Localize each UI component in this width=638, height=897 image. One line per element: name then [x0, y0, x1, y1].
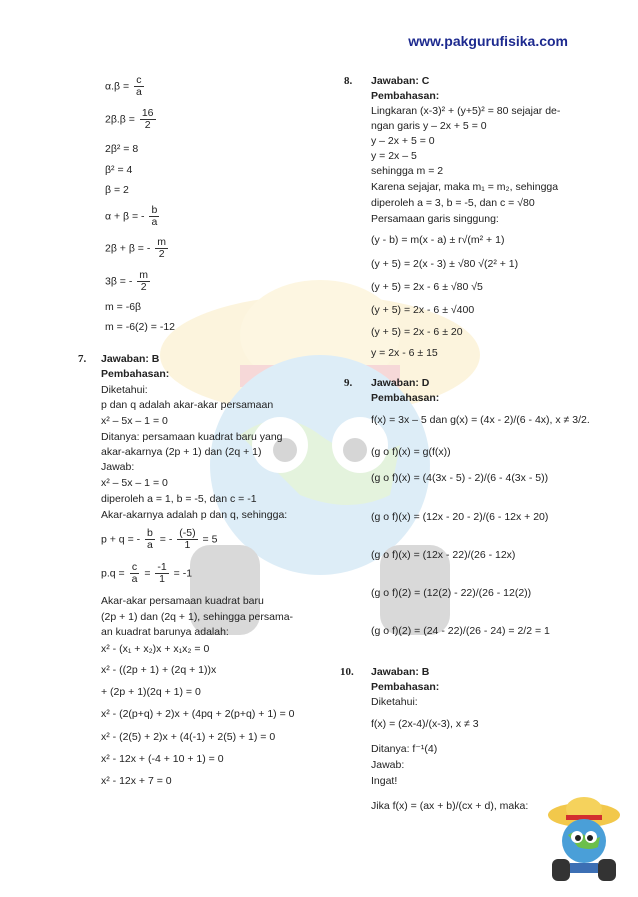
text-line: an kuadrat barunya adalah: — [101, 626, 229, 638]
text-line: Jawab: — [101, 461, 135, 473]
question-number: 9. — [344, 377, 353, 389]
text-line: akar-akarnya (2p + 1) dan (2q + 1) — [101, 446, 262, 458]
eq-line: (g o f)(2) = (24 - 22)/(26 - 24) = 2/2 = 1 — [371, 625, 550, 637]
eq-line: + (2p + 1)(2q + 1) = 0 — [101, 686, 201, 698]
question-number: 8. — [344, 75, 353, 87]
text-line: p dan q adalah akar-akar persamaan — [101, 399, 274, 411]
text-line: diperoleh a = 1, b = -5, dan c = -1 — [101, 493, 257, 505]
text-line: x² – 5x – 1 = 0 — [101, 477, 168, 489]
eq-line: x² - 12x + 7 = 0 — [101, 775, 172, 787]
eq-line: (y - b) = m(x - a) ± r√(m² + 1) — [371, 234, 505, 246]
pembahasan-label: Pembahasan: — [371, 392, 440, 404]
text-line: Akar-akar persamaan kuadrat baru — [101, 595, 264, 607]
eq-line: (g o f)(x) = (12x - 22)/(26 - 12x) — [371, 549, 516, 561]
pembahasan-label: Pembahasan: — [101, 368, 170, 380]
eq-line: β = 2 — [105, 184, 129, 196]
eq-line: x² - 12x + (-4 + 10 + 1) = 0 — [101, 753, 224, 765]
text-line: Ingat! — [371, 775, 398, 787]
text-line: Akar-akarnya adalah p dan q, sehingga: — [101, 509, 288, 521]
text-line: sehingga m = 2 — [371, 165, 444, 177]
eq-p-times-q: p.q = $\frac{c}{a}$ = $\frac{-1}{1}$ = -1 — [101, 561, 193, 585]
text-line: x² – 5x – 1 = 0 — [101, 415, 168, 427]
answer-label: Jawaban: D — [371, 377, 430, 389]
text-line: Diketahui: — [371, 696, 418, 708]
text-line: y = 2x – 5 — [371, 150, 417, 162]
eq-line: x² - (2(p+q) + 2)x + (4pq + 2(p+q) + 1) = 0 — [101, 708, 295, 720]
eq-line: f(x) = (2x-4)/(x-3), x ≠ 3 — [371, 718, 479, 730]
text-line: (2p + 1) dan (2q + 1), sehingga persama- — [101, 611, 294, 623]
eq-line: 2β² = 8 — [105, 143, 139, 155]
eq-line: (g o f)(x) = (4(3x - 5) - 2)/(6 - 4(3x - 5)) — [371, 472, 549, 484]
answer-label: Jawaban: C — [371, 75, 430, 87]
eq-line: Jika f(x) = (ax + b)/(cx + d), maka: — [371, 800, 529, 812]
text-line: ngan garis y – 2x + 5 = 0 — [371, 120, 487, 132]
eq-p-plus-q: p + q = - $\frac{b}{a}$ = - $\frac{(-5)}{1}$ = 5 — [101, 527, 218, 551]
eq-line: x² - (2(5) + 2)x + (4(-1) + 2(5) + 1) = 0 — [101, 731, 276, 743]
text-line: Diketahui: — [101, 384, 148, 396]
pembahasan-label: Pembahasan: — [371, 90, 440, 102]
text-line: Karena sejajar, maka m₁ = m₂, sehingga — [371, 181, 559, 193]
eq-line: f(x) = 3x – 5 dan g(x) = (4x - 2)/(6 - 4x), x ≠ 3/2. — [371, 414, 590, 426]
site-url: www.pakgurufisika.com — [408, 33, 568, 49]
eq-2beta-beta: 2β.β = $\frac{16}{2}$ — [105, 107, 154, 131]
question-number: 10. — [340, 666, 354, 678]
eq-line: (g o f)(2) = (12(2) - 22)/(26 - 12(2)) — [371, 587, 532, 599]
eq-alpha-beta: α.β = $\frac{c}{a}$ — [105, 74, 142, 98]
text-line: Persamaan garis singgung: — [371, 213, 499, 225]
eq-line: (y + 5) = 2x - 6 ± √80 √5 — [371, 281, 483, 293]
question-number: 7. — [78, 353, 87, 365]
text-line: Lingkaran (x-3)² + (y+5)² = 80 sejajar de- — [371, 105, 561, 117]
eq-line: m = -6β — [105, 301, 142, 313]
eq-line: (y + 5) = 2x - 6 ± 20 — [371, 326, 463, 338]
eq-line: y = 2x - 6 ± 15 — [371, 347, 438, 359]
text-line: Jawab: — [371, 759, 405, 771]
pembahasan-label: Pembahasan: — [371, 681, 440, 693]
text-line: Ditanya: f⁻¹(4) — [371, 743, 438, 755]
text-line: Ditanya: persamaan kuadrat baru yang — [101, 431, 283, 443]
mascot-logo — [544, 793, 624, 883]
eq-line: m = -6(2) = -12 — [105, 321, 176, 333]
eq-line: β² = 4 — [105, 164, 133, 176]
eq-line: (y + 5) = 2(x - 3) ± √80 √(2² + 1) — [371, 258, 519, 270]
eq-sum-roots: α + β = - $\frac{b}{a}$ — [105, 204, 158, 228]
answer-label: Jawaban: B — [101, 353, 160, 365]
eq-line: (g o f)(x) = (12x - 20 - 2)/(6 - 12x + 20) — [371, 511, 549, 523]
eq-2beta-plus-beta: 2β + β = - $\frac{m}{2}$ — [105, 236, 167, 260]
eq-line: (g o f)(x) = g(f(x)) — [371, 446, 451, 458]
eq-line: x² - (x₁ + x₂)x + x₁x₂ = 0 — [101, 643, 210, 655]
eq-3beta: 3β = - $\frac{m}{2}$ — [105, 269, 149, 293]
answer-label: Jawaban: B — [371, 666, 430, 678]
text-line: y – 2x + 5 = 0 — [371, 135, 435, 147]
text-line: diperoleh a = 3, b = -5, dan c = √80 — [371, 197, 535, 209]
eq-line: x² - ((2p + 1) + (2q + 1))x — [101, 664, 217, 676]
eq-line: (y + 5) = 2x - 6 ± √400 — [371, 304, 475, 316]
